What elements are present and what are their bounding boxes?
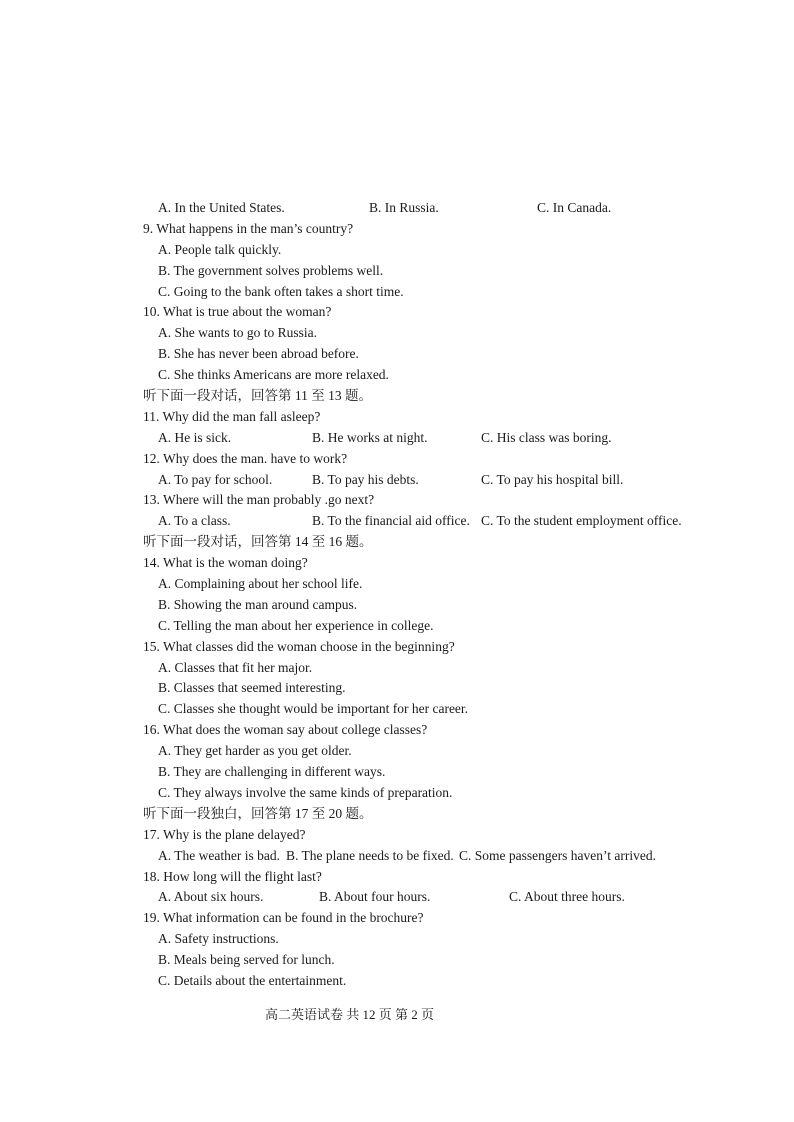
answer-option: B. He works at night. [312, 429, 428, 445]
answer-option: B. To the financial aid office. [312, 513, 470, 529]
answer-option: B. About four hours. [319, 889, 431, 905]
question-line: 17. Why is the plane delayed? [143, 826, 306, 842]
page-footer: 高二英语试卷 共 12 页 第 2 页 [265, 1007, 435, 1022]
question-line: 19. What information can be found in the brochure? [143, 910, 424, 926]
answer-option-row [143, 887, 743, 908]
answer-option: B. Showing the man around campus. [158, 596, 358, 612]
answer-option: C. Going to the bank often takes a short time. [158, 283, 404, 299]
answer-option: A. People talk quickly. [158, 241, 282, 257]
answer-option: A. Classes that fit her major. [158, 659, 313, 675]
answer-option: C. They always involve the same kinds of preparation. [158, 784, 453, 800]
answer-option: A. He is sick. [158, 429, 232, 445]
answer-option: A. They get harder as you get older. [158, 743, 352, 759]
answer-option: B. Meals being served for lunch. [158, 952, 335, 968]
question-line: 9. What happens in the man’s country? [143, 220, 354, 236]
answer-option: B. The government solves problems well. [158, 262, 384, 278]
answer-option: C. To pay his hospital bill. [481, 471, 624, 487]
question-line: 12. Why does the man. have to work? [143, 450, 348, 466]
answer-option-row [143, 846, 743, 867]
answer-option: A. To a class. [158, 513, 231, 529]
answer-option: C. Details about the entertainment. [158, 972, 347, 988]
answer-option: C. Telling the man about her experience in college. [158, 617, 434, 633]
answer-option-row [143, 511, 743, 532]
question-line: 听下面一段对话，回答第 14 至 16 题。 [143, 534, 373, 550]
answer-option: B. Classes that seemed interesting. [158, 680, 346, 696]
answer-option: A. To pay for school. [158, 471, 273, 487]
answer-option: C. His class was boring. [481, 429, 612, 445]
question-line: 11. Why did the man fall asleep? [143, 408, 321, 424]
answer-option: B. In Russia. [369, 200, 439, 215]
answer-option: A. She wants to go to Russia. [158, 325, 318, 341]
answer-option: C. About three hours. [509, 889, 625, 905]
answer-option: C. Classes she thought would be important for her career. [158, 701, 469, 717]
question-line: 14. What is the woman doing? [143, 555, 308, 571]
answer-option-row [143, 198, 743, 219]
answer-option-row [143, 470, 743, 491]
question-line: 15. What classes did the woman choose in the beginning? [143, 638, 455, 654]
answer-option: B. They are challenging in different ways. [158, 764, 386, 780]
answer-option: C. In Canada. [537, 200, 612, 215]
answer-option: B. To pay his debts. [312, 471, 419, 487]
answer-option: B. The plane needs to be fixed. [286, 847, 454, 863]
answer-option: B. She has never been abroad before. [158, 346, 359, 362]
question-line: 听下面一段独白，回答第 17 至 20 题。 [143, 805, 373, 821]
question-line: 10. What is true about the woman? [143, 304, 332, 320]
question-line: 16. What does the woman say about college classes? [143, 722, 428, 738]
answer-option: A. About six hours. [158, 889, 264, 905]
question-line: 18. How long will the flight last? [143, 868, 322, 884]
question-line: 13. Where will the man probably .go next? [143, 492, 375, 508]
answer-option: A. Complaining about her school life. [158, 576, 363, 592]
answer-option-row [143, 428, 743, 449]
question-line: 听下面一段对话，回答第 11 至 13 题。 [143, 388, 372, 404]
answer-option: C. Some passengers haven’t arrived. [459, 847, 656, 863]
answer-option: C. She thinks Americans are more relaxed. [158, 367, 389, 383]
answer-option: A. In the United States. [158, 200, 285, 215]
answer-option: A. The weather is bad. [158, 847, 280, 863]
exam-content [143, 198, 743, 992]
answer-option: A. Safety instructions. [158, 931, 279, 947]
answer-option: C. To the student employment office. [481, 513, 682, 529]
